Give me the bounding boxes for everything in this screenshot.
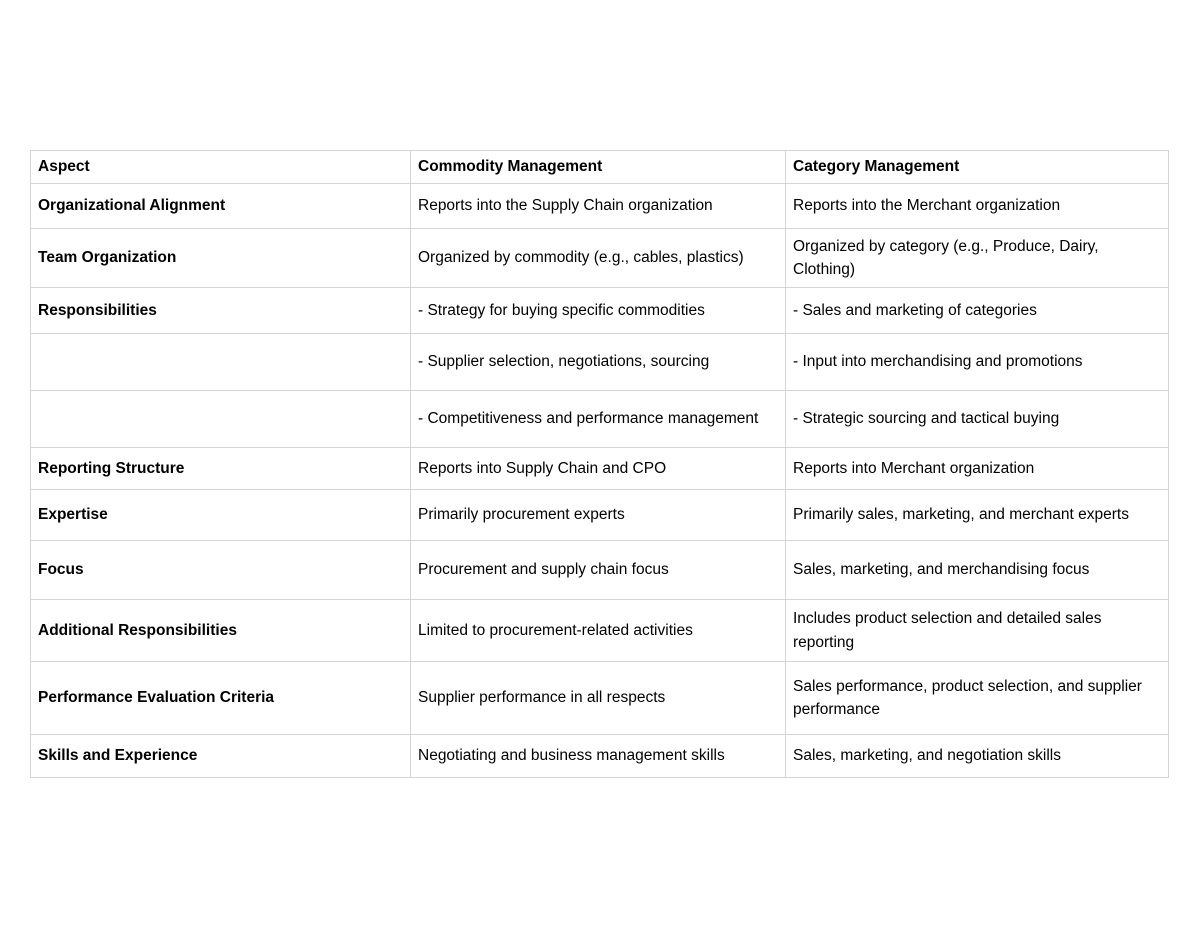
aspect-cell: [31, 391, 411, 448]
category-cell: Reports into Merchant organization: [786, 448, 1169, 490]
aspect-cell: Reporting Structure: [31, 448, 411, 490]
aspect-cell: Performance Evaluation Criteria: [31, 662, 411, 735]
category-cell: Primarily sales, marketing, and merchant experts: [786, 490, 1169, 541]
category-cell: - Sales and marketing of categories: [786, 288, 1169, 334]
commodity-cell: Primarily procurement experts: [411, 490, 786, 541]
aspect-cell: Responsibilities: [31, 288, 411, 334]
aspect-cell: Team Organization: [31, 229, 411, 288]
commodity-cell: Procurement and supply chain focus: [411, 541, 786, 600]
column-header-category-management: Category Management: [786, 151, 1169, 184]
category-cell: Organized by category (e.g., Produce, Dairy, Clothing): [786, 229, 1169, 288]
table-row: [31, 229, 1169, 288]
category-cell: Reports into the Merchant organization: [786, 184, 1169, 229]
aspect-cell: Skills and Experience: [31, 735, 411, 778]
commodity-cell: Organized by commodity (e.g., cables, plastics): [411, 229, 786, 288]
commodity-cell: - Competitiveness and performance management: [411, 391, 786, 448]
commodity-cell: - Supplier selection, negotiations, sourcing: [411, 334, 786, 391]
table-row: [31, 541, 1169, 600]
aspect-cell: Focus: [31, 541, 411, 600]
commodity-cell: Reports into the Supply Chain organization: [411, 184, 786, 229]
category-cell: - Input into merchandising and promotions: [786, 334, 1169, 391]
table-row: [31, 662, 1169, 735]
aspect-cell: [31, 334, 411, 391]
category-cell: Sales, marketing, and negotiation skills: [786, 735, 1169, 778]
column-header-commodity-management: Commodity Management: [411, 151, 786, 184]
category-cell: Sales, marketing, and merchandising focus: [786, 541, 1169, 600]
comparison-table: [30, 150, 1169, 778]
aspect-cell: Expertise: [31, 490, 411, 541]
commodity-cell: - Strategy for buying specific commodities: [411, 288, 786, 334]
table-row: [31, 288, 1169, 334]
commodity-cell: Reports into Supply Chain and CPO: [411, 448, 786, 490]
category-cell: Includes product selection and detailed sales reporting: [786, 600, 1169, 662]
table-row: [31, 600, 1169, 662]
table-header-row: [31, 151, 1169, 184]
table-row: [31, 391, 1169, 448]
commodity-cell: Negotiating and business management skills: [411, 735, 786, 778]
table-row: [31, 334, 1169, 391]
table-row: [31, 490, 1169, 541]
aspect-cell: Organizational Alignment: [31, 184, 411, 229]
column-header-aspect: Aspect: [31, 151, 411, 184]
table-row: [31, 184, 1169, 229]
table-row: [31, 735, 1169, 778]
category-cell: - Strategic sourcing and tactical buying: [786, 391, 1169, 448]
table-row: [31, 448, 1169, 490]
category-cell: Sales performance, product selection, and supplier performance: [786, 662, 1169, 735]
commodity-cell: Limited to procurement-related activities: [411, 600, 786, 662]
commodity-cell: Supplier performance in all respects: [411, 662, 786, 735]
aspect-cell: Additional Responsibilities: [31, 600, 411, 662]
